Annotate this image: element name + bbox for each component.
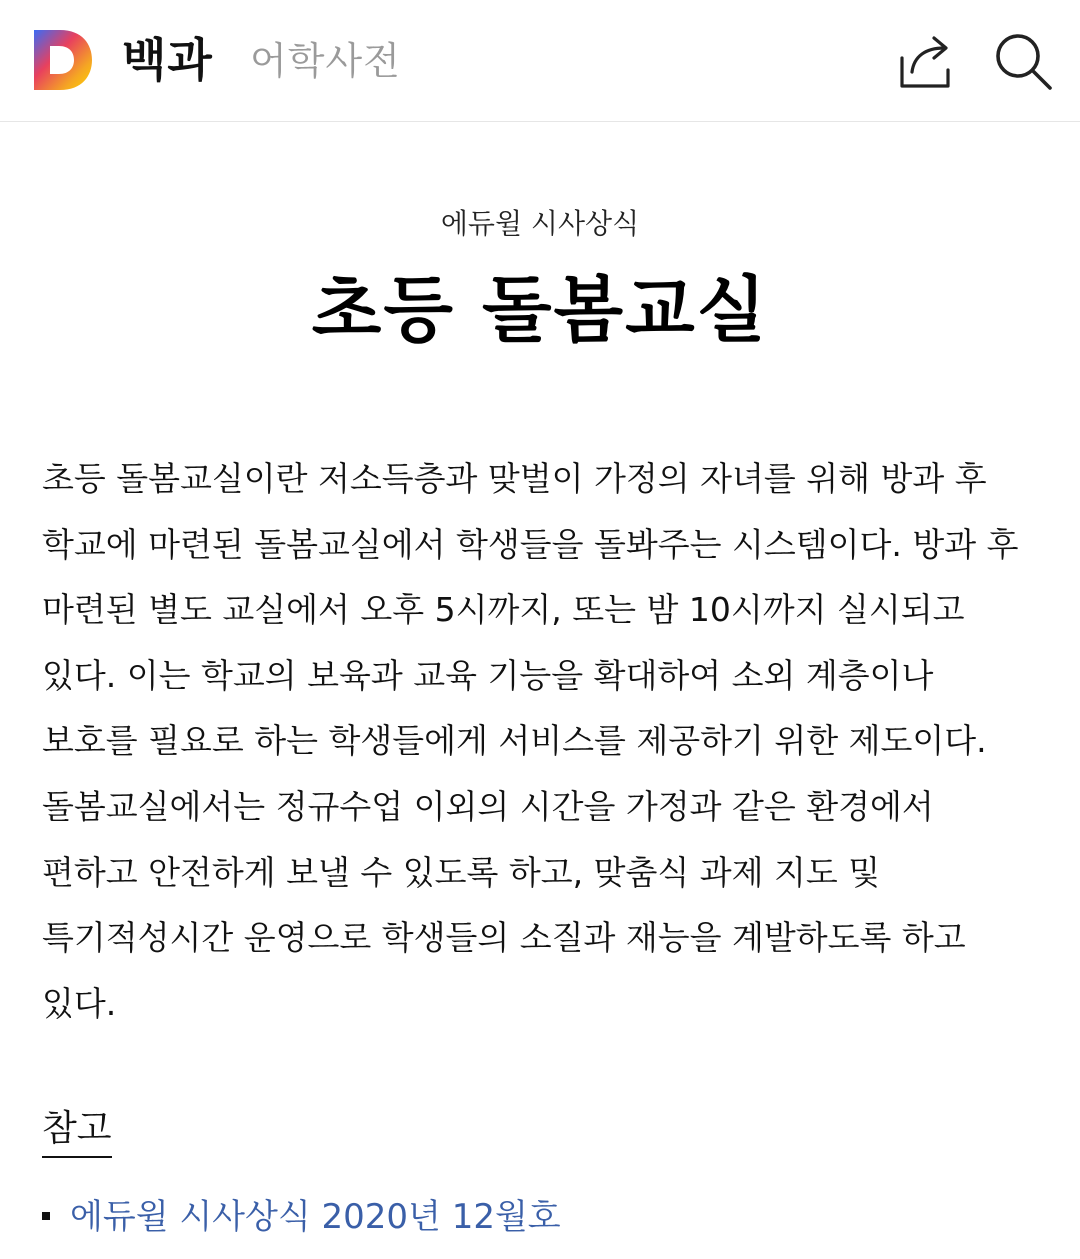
- dictionary-link[interactable]: 어학사전: [250, 39, 401, 83]
- page-title: 초등 돌봄교실: [311, 268, 769, 352]
- list-item: [42, 1190, 561, 1244]
- reference-link[interactable]: 에듀윌 시사상식 2020년 12월호: [70, 1197, 561, 1237]
- top-header: [0, 0, 1080, 122]
- brand-title[interactable]: 백과: [122, 33, 213, 87]
- references-list: [42, 1190, 561, 1244]
- search-icon[interactable]: [992, 30, 1056, 94]
- daum-logo-icon[interactable]: [32, 28, 94, 92]
- article-body: 초등 돌봄교실이란 저소득층과 맞벌이 가정의 자녀를 위해 방과 후 학교에 마련된 돌봄교실에서 학생들을 돌봐주는 시스템이다. 방과 후 마련된 별도 교실에서 오후 5시까지, 또는 밤 10시까지 실시되고 있다. 이는 학교의 보육과 교육 기능을 확대하여 소외 계층이나 보호를 필요로 하는 학생들에게 서비스를 제공하기 위한 제도이다. 돌봄교실에서는 정규수업 이외의 시간을 가정과 같은 환경에서 편하고 안전하게 보낼 수 있도록 하고, 맞춤식 과제 지도 및 특기적성시간 운영으로 학생들의 소질과 재능을 계발하도록 하고 있다.: [42, 459, 1019, 1023]
- article-source: 에듀윌 시사상식: [440, 207, 640, 240]
- bullet-icon: [42, 1212, 50, 1220]
- references-heading: 참고: [42, 1104, 112, 1158]
- share-icon[interactable]: [896, 32, 956, 92]
